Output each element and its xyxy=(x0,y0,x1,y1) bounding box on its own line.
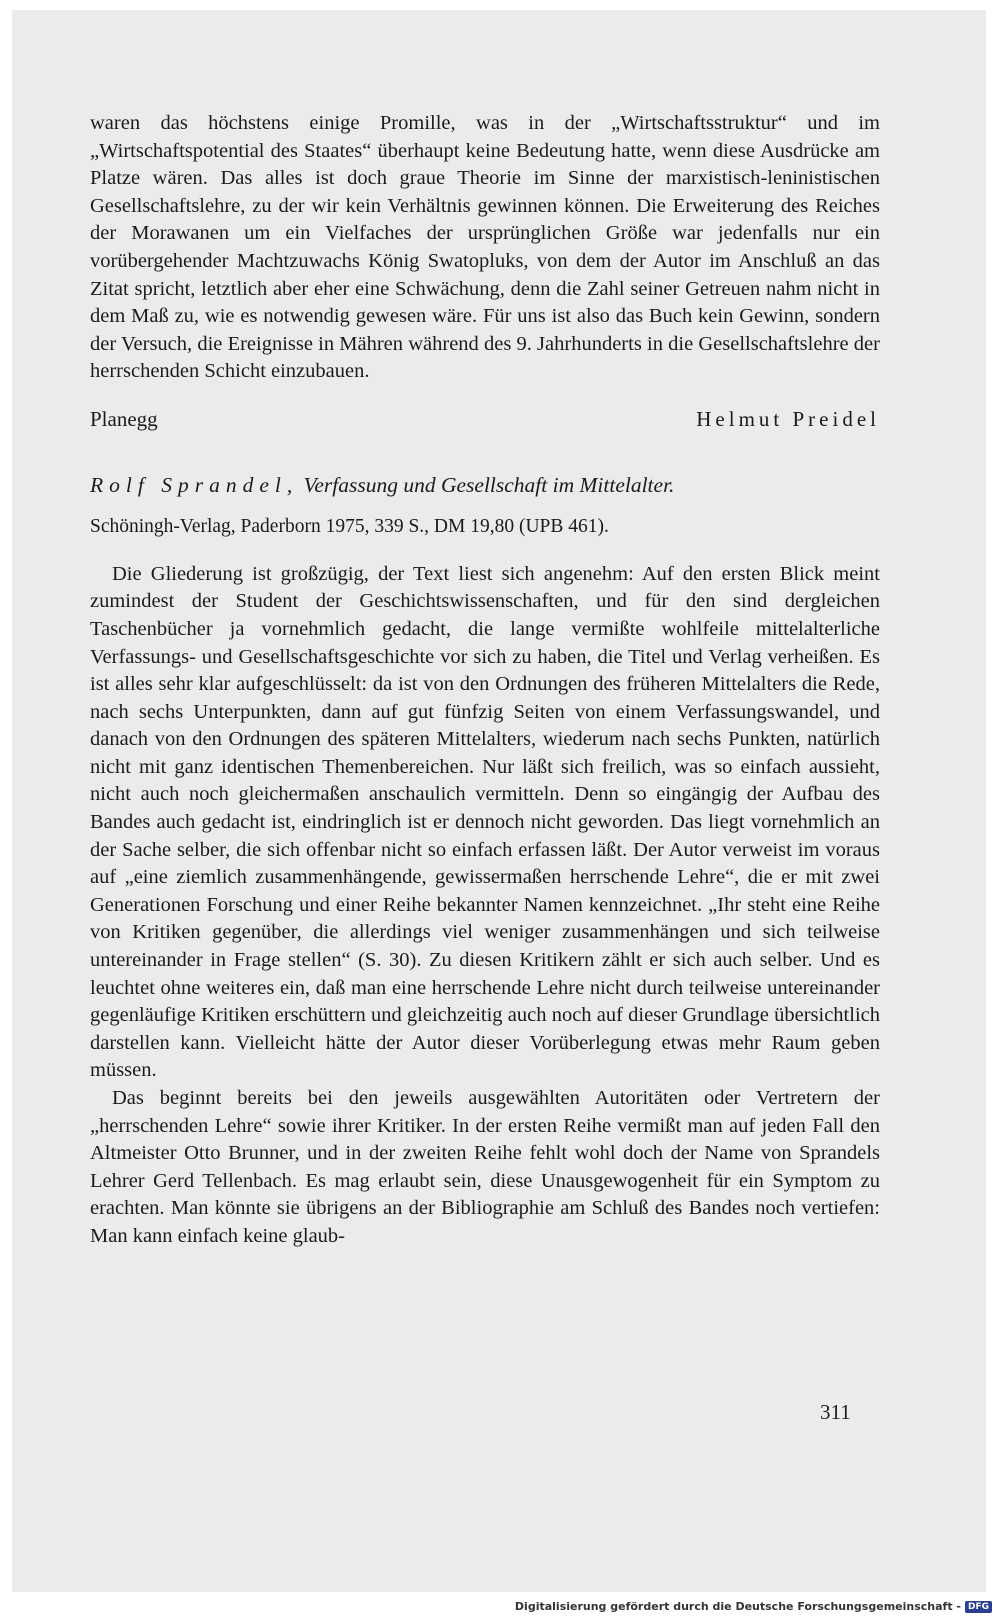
review-heading xyxy=(90,472,880,500)
signature-row xyxy=(90,406,880,434)
page-text xyxy=(90,110,880,1251)
reviewed-book-title: Verfassung und Gesellschaft im Mittelalter. xyxy=(298,472,675,497)
digitization-footer xyxy=(515,1600,992,1613)
publication-info: Schöningh-Verlag, Paderborn 1975, 339 S., DM 19,80 (UPB 461). xyxy=(90,516,609,538)
dfg-logo: DFG xyxy=(965,1601,992,1613)
reviewer-name: Helmut Preidel xyxy=(696,406,880,431)
footer-text: Digitalisierung gefördert durch die Deutsche Forschungsgemeinschaft - xyxy=(514,1600,961,1613)
review-paragraph: Das beginnt bereits bei den jeweils ausgewählten Autoritäten oder Vertretern der „herrschenden Lehre“ sowie ihrer Kritiker. In der ersten Reihe vermißt man auf jeden Fall den Altmeister Otto Brunner, und in der zweiten Reihe fehlt wohl doch der Name von Sprandels Lehrer Gerd Tellenbach. Es mag erlaubt sein, diese Unausgewogenheit für ein Symptom zu erachten. Man könnte sie übrigens an der Bibliographie am Schluß des Bandes noch vertiefen: Man kann einfach keine glaub- xyxy=(90,1087,880,1247)
scanned-page xyxy=(12,10,986,1592)
place-label: Planegg xyxy=(90,406,158,431)
reviewed-book-author: Rolf Sprandel, xyxy=(90,472,299,497)
review-paragraph: Die Gliederung ist großzügig, der Text liest sich angenehm: Auf den ersten Blick meint zumindest der Student der Geschichtswissenschaften, und für den sind dergleichen Taschenbücher ja vornehmlich gedacht, die lange vermißte wohlfeile mittelalterliche Verfassungs- und Gesellschaftsgeschichte vor sich zu haben, die Titel und Verlag verheißen. Es ist alles sehr klar aufgeschlüsselt: da ist von den Ordnungen des früheren Mittelalters die Rede, nach sechs Unterpunkten, dann auf gut fünfzig Seiten von einem Verfassungswandel, und danach von den Ordnungen des späteren Mittelalters, wiederum nach sechs Punkten, natürlich nicht mit ganz identischen Themenbereichen. Nur läßt sich freilich, was so einfach aussieht, nicht auch noch gleichermaßen anschaulich vermitteln. Denn so eingängig der Aufbau des Bandes auch gedacht ist, eindringlich ist er dennoch nicht geworden. Das liegt vornehmlich an der Sache selber, die sich offenbar nicht so einfach erfassen läßt. Der Autor verweist im voraus auf „eine ziemlich zusammenhängende, gewissermaßen herrschende Lehre“, die er mit zwei Generationen Forschung und einer Reihe bekannter Namen kennzeichnet. „Ihr steht eine Reihe von Kritiken gegenüber, die allerdings viel weniger zusammenhängen und sich teilweise untereinander in Frage stellen“ (S. 30). Zu diesen Kritikern zählt er sich auch selber. Und es leuchtet ohne weiteres ein, daß man eine herrschende Lehre nicht durch teilweise untereinander gegenläufige Kritiken erschüttern und gleichzeitig auch noch auf dieser Grundlage übersichtlich darstellen kann. Vielleicht hätte der Autor dieser Vorüberlegung etwas mehr Raum geben müssen. xyxy=(90,562,880,1082)
page-number: 311 xyxy=(820,1400,851,1424)
previous-review-closing-paragraph: waren das höchstens einige Promille, was in der „Wirtschaftsstruktur“ und im „Wirtschaftspotential des Staates“ überhaupt keine Bedeutung hatte, wenn diese Ausdrücke am Platze wären. Das alles ist doch graue Theorie im Sinne der marxistisch-leninistischen Gesellschaftslehre, zu der wir kein Verhältnis gewinnen können. Die Erweiterung des Reiches der Morawanen um ein Vielfaches der ursprünglichen Größe war jedenfalls nur ein vorübergehender Machtzuwachs König Swatopluks, von dem der Autor im Anschluß an das Zitat spricht, letztlich aber eher eine Schwächung, denn die Zahl seiner Getreuen nahm nicht in dem Maß zu, wie es notwendig gewesen wäre. Für uns ist also das Buch kein Gewinn, sondern der Versuch, die Ereignisse in Mähren während des 9. Jahrhunderts in die Gesellschaftslehre der herrschenden Schicht einzubauen. xyxy=(90,112,880,383)
